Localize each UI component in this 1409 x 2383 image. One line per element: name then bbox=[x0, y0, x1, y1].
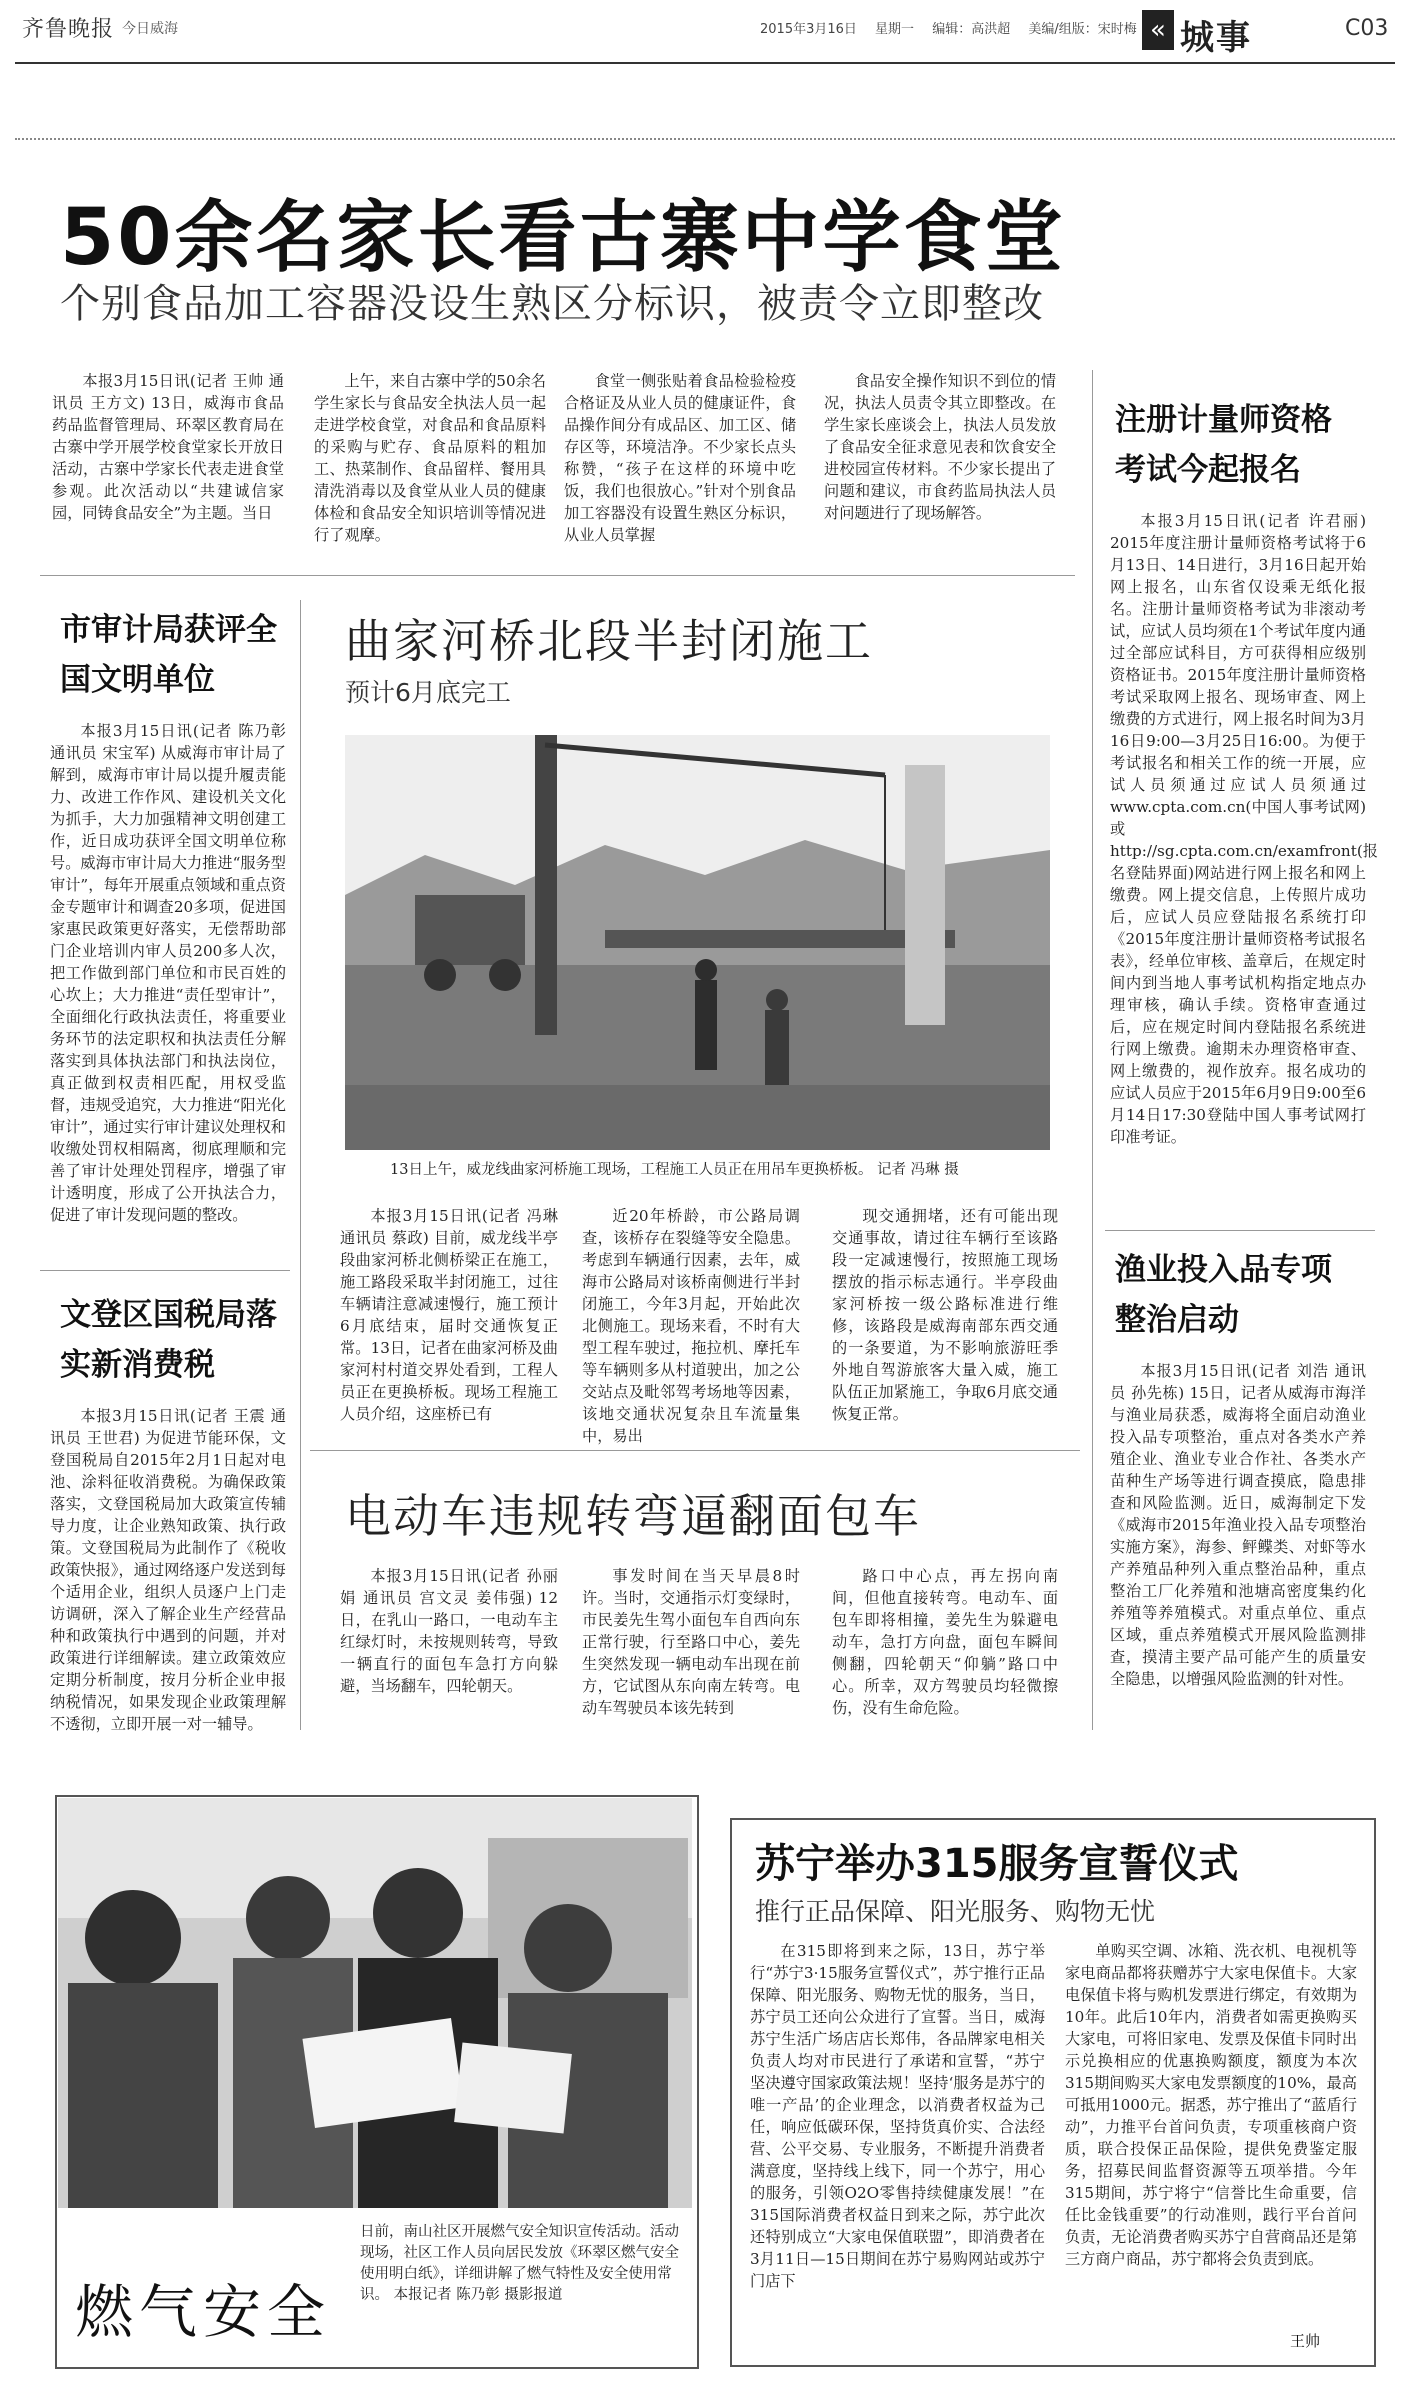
suning-author: 王帅 bbox=[1290, 2332, 1321, 2350]
lead-column-2: 上午，来自古寨中学的50余名学生家长与食品安全执法人员一起走进学校食堂，对食品和食品原料的采购与贮存、食品原料的粗加工、热菜制作、食品留样、餐用具清洗消毒以及食堂从业人员的健康体检和食品安全知识培训等情况进行了观摩。 bbox=[314, 372, 546, 544]
design-credit: 美编/组版：宋时梅 bbox=[1028, 22, 1137, 37]
ebike-headline: 电动车违规转弯逼翻面包车 bbox=[345, 1489, 921, 1543]
right-column-divider bbox=[1092, 370, 1093, 1730]
metrology-headline: 注册计量师资格考试今起报名 bbox=[1115, 402, 1332, 488]
bridge-photo-caption: 13日上午，威龙线曲家河桥施工现场，工程施工人员正在用吊车更换桥板。 记者 冯琳 摄 bbox=[390, 1162, 959, 1178]
bridge-bottom-rule bbox=[310, 1450, 1080, 1451]
left-column-divider bbox=[300, 600, 301, 1730]
left-divider bbox=[40, 1270, 290, 1271]
section-name: 城事 bbox=[1180, 18, 1252, 58]
editor-credit: 编辑：高洪超 bbox=[932, 22, 1011, 37]
lead-bottom-rule bbox=[40, 575, 1075, 576]
lead-column-4: 食品安全操作知识不到位的情况，执法人员责令其立即整改。在学生家长座谈会上，执法人员发放了食品安全征求意见表和饮食安全进校园宣传材料。不少家长提出了问题和建议，市食药监局执法人员对问题进行了现场解答。 bbox=[824, 372, 1056, 522]
issue-date: 2015年3月16日 bbox=[760, 22, 857, 37]
issue-meta bbox=[760, 18, 1151, 37]
gas-safety-label: 燃气安全 bbox=[75, 2278, 332, 2346]
gas-safety-photo bbox=[58, 1798, 692, 2208]
audit-headline: 市审计局获评全国文明单位 bbox=[60, 612, 277, 698]
metrology-body: 本报3月15日讯(记者 许君丽) 2015年度注册计量师资格考试将于6月13日、14日进行，3月16日起开始网上报名，山东省仅设乘无纸化报名。注册计量师资格考试为非滚动考试，应试人员均须在1个考试年度内通过全部应试科目，方可获得相应级别资格证书。2015年度注册计量师资格考试采取网上报名、现场审查、网上缴费的方式进行，网上报名时间为3月16日9:00—3月25日16:00。为便于考试报名和相关工作的统一开展，应试人员须通过应试人员须通过www.cpta.com.cn(中国人事考试网)或http://sg.cpta.com.cn/examfront(报名登陆界面)网站进行网上报名和网上缴费。网上提交信息，上传照片成功后，应试人员应登陆报名系统打印《2015年度注册计量师资格考试报名表》，经单位审核、盖章后，在规定时间内到当地人事考试机构指定地点办理审核，确认手续。资格审查通过后，应在规定时间内登陆报名系统进行网上缴费。逾期未办理资格审查、网上缴费的，视作放弃。报名成功的应试人员应于2015年6月9日9:00至6月14日17:30登陆中国人事考试网打印准考证。 bbox=[1110, 512, 1378, 1146]
right-divider bbox=[1105, 1230, 1375, 1231]
lead-headline: 50余名家长看古寨中学食堂 bbox=[60, 193, 1066, 283]
issue-weekday: 星期一 bbox=[875, 22, 915, 37]
tax-headline: 文登区国税局落实新消费税 bbox=[60, 1297, 277, 1383]
tax-body: 本报3月15日讯(记者 王震 通讯员 王世君) 为促进节能环保，文登国税局自2015年2月1日起对电池、涂料征收消费税。为确保政策落实，文登国税局加大政策宣传辅导力度，让企业熟知政策、执行政策。文登国税局为此制作了《税收政策快报》，通过网络逐户发送到每个适用企业，组织人员逐户上门走访调研，深入了解企业生产经营品种和政策执行中遇到的问题，并对政策进行详细解读。建立政策效应定期分析制度，按月分析企业申报纳税情况，如果发现企业政策理解不透彻，立即开展一对一辅导。 bbox=[50, 1407, 286, 1733]
bridge-subheadline: 预计6月底完工 bbox=[345, 678, 511, 707]
fishery-body: 本报3月15日讯(记者 刘浩 通讯员 孙先栋) 15日，记者从威海市海洋与渔业局获悉，威海将全面启动渔业投入品专项整治，重点对各类水产养殖企业、渔业专业合作社、各类水产苗种生产场等进行调查摸底，隐患排查和风险监测。近日，威海制定下发《威海市2015年渔业投入品专项整治实施方案》，海参、鲆鲽类、对虾等水产养殖品种列入重点整治品种，重点整治工厂化养殖和池塘高密度集约化养殖等养殖模式。对重点单位、重点区域，重点养殖模式开展风险监测排查，摸清主要产品可能产生的质量安全隐患，以增强风险监测的针对性。 bbox=[1110, 1362, 1366, 1688]
header-dotted-rule bbox=[15, 138, 1395, 140]
suning-headline: 苏宁举办315服务宣誓仪式 bbox=[755, 1841, 1239, 1887]
header-rule bbox=[15, 62, 1395, 64]
lead-subheadline: 个别食品加工容器没设生熟区分标识，被责令立即整改 bbox=[60, 281, 1044, 327]
ebike-column-1: 本报3月15日讯(记者 孙丽娟 通讯员 宫文灵 姜伟强) 12日，在乳山一路口，一电动车主红绿灯时，未按规则转弯，导致一辆直行的面包车急打方向躲避，当场翻车，四轮朝天。 bbox=[340, 1567, 558, 1695]
edition-name: 今日威海 bbox=[122, 21, 178, 37]
gas-safety-caption: 日前，南山社区开展燃气安全知识宣传活动。活动现场，社区工作人员向居民发放《环翠区燃气安全使用明白纸》，详细讲解了燃气特性及安全使用常识。 本报记者 陈乃彰 摄影报道 bbox=[360, 2224, 679, 2303]
newspaper-logo: 齐鲁晚报 bbox=[22, 17, 115, 42]
lead-column-1: 本报3月15日讯(记者 王帅 通讯员 王方文) 13日，威海市食品药品监督管理局、环翠区教育局在古寨中学开展学校食堂家长开放日活动，古寨中学家长代表走进食堂参观。此次活动以“共建诚信家园，同铸食品安全”为主题。当日 bbox=[52, 372, 284, 522]
gas-photo-illustration bbox=[58, 1798, 692, 2208]
audit-body: 本报3月15日讯(记者 陈乃彰 通讯员 宋宝军) 从威海市审计局了解到，威海市审计局以提升履责能力、改进工作作风、建设机关文化为抓手，大力加强精神文明创建工作，近日成功获评全国文明单位称号。威海市审计局大力推进“服务型审计”，每年开展重点领域和重点资金专题审计和调查20多项，促进国家惠民政策更好落实，无偿帮助部门企业培训内审人员200多人次，把工作做到部门单位和市民百姓的心坎上；大力推进“责任型审计”，全面细化行政执法责任，将重要业务环节的法定职权和执法责任分解落实到具体执法部门和执法岗位，真正做到权责相匹配，用权受监督，违规受追究，大力推进“阳光化审计”，通过实行审计建议处理权和收缴处罚权相隔离，彻底理顺和完善了审计处理处罚程序，增强了审计透明度，形成了公开执法合力，促进了审计发现问题的整改。 bbox=[50, 722, 286, 1224]
bridge-column-3: 现交通拥堵，还有可能出现交通事故，请过往车辆行至该路段一定减速慢行，按照施工现场摆放的指示标志通行。半亭段曲家河桥按一级公路标准进行维修，该路段是威海南部东西交通的一条要道，为不影响旅游旺季外地自驾游旅客大量入威，施工队伍正加紧施工，争取6月底交通恢复正常。 bbox=[832, 1207, 1058, 1423]
page-number: C03 bbox=[1345, 16, 1389, 41]
bridge-column-1: 本报3月15日讯(记者 冯琳 通讯员 蔡政) 目前，威龙线半亭段曲家河桥北侧桥梁正在施工，施工路段采取半封闭施工，过往车辆请注意减速慢行，施工预计6月底结束，届时交通恢复正常。13日，记者在曲家河桥及曲家河村村道交界处看到，工程人员正在更换桥板。现场工程施工人员介绍，这座桥已有 bbox=[340, 1207, 558, 1423]
ebike-column-3: 路口中心点，再左拐向南间，但他直接转弯。电动车、面包车即将相撞，姜先生为躲避电动车，急打方向盘，面包车瞬间侧翻，四轮朝天“仰躺”路口中心。所幸，双方驾驶员均轻微擦伤，没有生命危险。 bbox=[832, 1567, 1058, 1717]
suning-subheadline: 推行正品保障、阳光服务、购物无忧 bbox=[755, 1897, 1156, 1926]
lead-column-3: 食堂一侧张贴着食品检验检疫合格证及从业人员的健康证件，食品操作间分有成品区、加工区、储存区等，环境洁净。不少家长点头称赞，“孩子在这样的环境中吃饭，我们也很放心。”针对个别食品加工容器没有设置生熟区分标识，从业人员掌握 bbox=[564, 372, 796, 544]
section-arrow-icon: « bbox=[1142, 10, 1174, 50]
suning-column-2: 单购买空调、冰箱、洗衣机、电视机等家电商品都将获赠苏宁大家电保值卡。大家电保值卡将与购机发票进行绑定，有效期为10年。此后10年内，消费者如需更换购买大家电，可将旧家电、发票及保值卡同时出示兑换相应的优惠换购额度，额度为本次315期间购买大家电发票额度的10%，最高可抵用1000元。据悉，苏宁推出了“蓝盾行动”，力推平台首问负责，专项重核商户资质，联合投保正品保险，提供免费鉴定服务，招募民间监督资源等五项举措。今年315期间，苏宁将宁“信誉比生命重要，信任比金钱重要”的行动准则，践行平台首问负责，无论消费者购买苏宁自营商品还是第三方商户商品，苏宁都将会负责到底。 bbox=[1065, 1942, 1357, 2268]
bridge-headline: 曲家河桥北段半封闭施工 bbox=[345, 614, 873, 668]
bridge-construction-photo bbox=[345, 735, 1050, 1150]
fishery-headline: 渔业投入品专项整治启动 bbox=[1115, 1252, 1332, 1338]
ebike-column-2: 事发时间在当天早晨8时许。当时，交通指示灯变绿时，市民姜先生驾小面包车自西向东正常行驶，行至路口中心，姜先生突然发现一辆电动车出现在前方，它试图从东向南左转弯。电动车驾驶员本该先转到 bbox=[582, 1567, 800, 1717]
bridge-photo-illustration bbox=[345, 735, 1050, 1150]
bridge-column-2: 近20年桥龄，市公路局调查，该桥存在裂缝等安全隐患。考虑到车辆通行因素，去年，威海市公路局对该桥南侧进行半封闭施工，今年3月起，开始此次北侧施工。现场来看，不时有大型工程车驶过，拖拉机、摩托车等车辆则多从村道驶出，加之公交站点及毗邻驾考场地等因素，该地交通状况复杂且车流量集中，易出 bbox=[582, 1207, 800, 1445]
suning-column-1: 在315即将到来之际，13日，苏宁举行“苏宁3·15服务宣誓仪式”，苏宁推行正品保障、阳光服务、购物无忧的服务，当日，苏宁员工还向公众进行了宣誓。当日，威海苏宁生活广场店店长郑伟，各品牌家电相关负责人均对市民进行了承诺和宣誓，“苏宁坚决遵守国家政策法规！坚持‘服务是苏宁的唯一产品’的企业理念，以消费者权益为己任，响应低碳环保，坚持货真价实、合法经营、公平交易、专业服务，不断提升消费者满意度，坚持线上线下，同一个苏宁，用心的服务，引领O2O零售持续健康发展！”在315国际消费者权益日到来之际，苏宁此次还特别成立“大家电保值联盟”，即消费者在3月11日—15日期间在苏宁易购网站或苏宁门店下 bbox=[750, 1942, 1045, 2290]
